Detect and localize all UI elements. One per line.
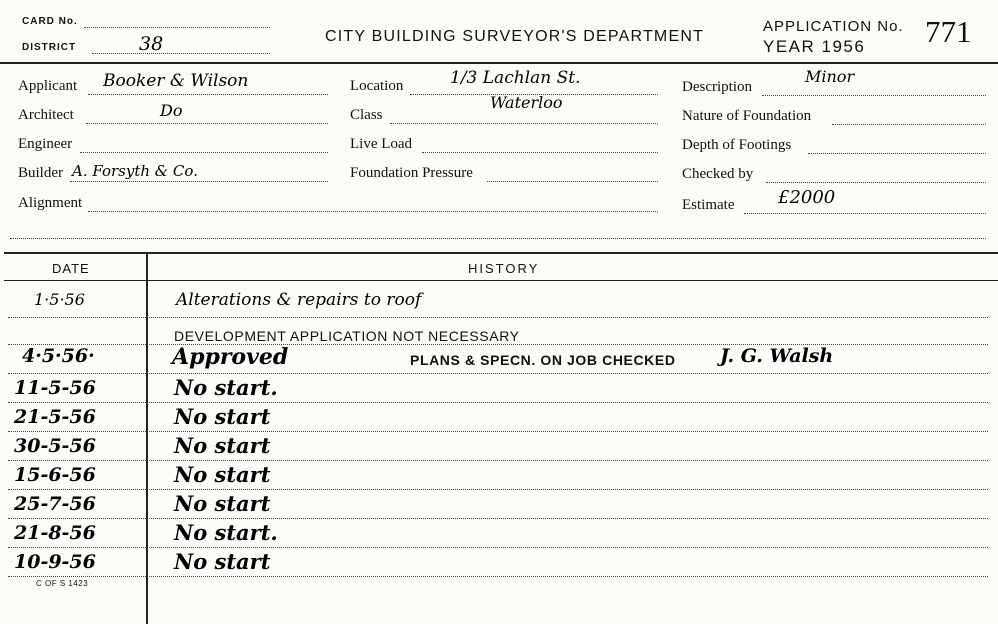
history-date: 15-6-56: [14, 464, 96, 486]
date-header: DATE: [52, 261, 90, 276]
history-row-line: [8, 402, 988, 403]
foundation-pressure-line: [487, 181, 658, 182]
alignment-label: Alignment: [18, 195, 83, 211]
history-entry: No start.: [174, 520, 278, 545]
foundation-pressure-label: Foundation Pressure: [350, 165, 473, 181]
location-label: Location: [350, 78, 404, 94]
engineer-label: Engineer: [18, 136, 73, 152]
plans-checked-stamp: PLANS & SPECN. ON JOB CHECKED: [410, 352, 676, 368]
district-line: [92, 53, 270, 54]
architect-label: Architect: [18, 107, 74, 123]
description-line: [762, 95, 986, 96]
checked-by-line: [766, 182, 986, 183]
depth-of-footings-line: [808, 153, 986, 154]
depth-of-footings-label: Depth of Footings: [682, 137, 792, 153]
applicant-label: Applicant: [18, 78, 78, 94]
applicant-line: [88, 94, 328, 95]
history-date: 4·5·56·: [22, 345, 95, 367]
district-value: 38: [139, 33, 164, 55]
architect-value: Do: [160, 101, 183, 120]
nature-of-foundation-label: Nature of Foundation: [682, 108, 812, 124]
live-load-label: Live Load: [350, 136, 413, 152]
description-value: Minor: [805, 67, 855, 86]
history-entry: No start: [174, 462, 271, 487]
history-date: 10-9-56: [14, 551, 96, 573]
history-date: 21-5-56: [14, 406, 96, 428]
district-label: DISTRICT: [22, 42, 77, 53]
application-no-label: APPLICATION No.: [763, 18, 904, 35]
year-label: YEAR 1956: [763, 37, 866, 56]
estimate-line: [744, 213, 986, 214]
history-entry: No start: [174, 433, 271, 458]
development-stamp: DEVELOPMENT APPLICATION NOT NECESSARY: [174, 328, 520, 344]
history-entry: Approved: [172, 344, 289, 370]
history-row-line: [8, 547, 988, 548]
estimate-label: Estimate: [682, 197, 735, 213]
estimate-value: £2000: [778, 187, 836, 208]
class-value: Waterloo: [490, 93, 563, 112]
form-code: C OF S 1423: [36, 579, 89, 588]
history-date: 11-5-56: [14, 377, 96, 399]
history-entry: No start: [174, 404, 271, 429]
history-row-line: [8, 431, 988, 432]
history-date: 30-5-56: [14, 435, 96, 457]
checked-signature: J. G. Walsh: [720, 345, 834, 367]
live-load-line: [422, 152, 658, 153]
history-entry: No start: [174, 549, 271, 574]
builder-value: A. Forsyth & Co.: [72, 162, 198, 180]
history-entry: No start.: [174, 375, 278, 400]
history-date: 25-7-56: [14, 493, 96, 515]
history-entry: Alterations & repairs to roof: [176, 290, 422, 310]
location-value: 1/3 Lachlan St.: [450, 68, 581, 88]
department-title: CITY BUILDING SURVEYOR'S DEPARTMENT: [325, 28, 705, 45]
history-date: 21-8-56: [14, 522, 96, 544]
header-divider: [0, 62, 998, 64]
engineer-line: [80, 152, 328, 153]
class-label: Class: [350, 107, 383, 123]
spare-line: [10, 238, 986, 239]
builder-line: [70, 181, 328, 182]
alignment-line: [88, 211, 658, 212]
nature-of-foundation-line: [832, 124, 986, 125]
history-entry: No start: [174, 491, 271, 516]
card-no-line: [84, 27, 270, 28]
checked-by-label: Checked by: [682, 166, 754, 182]
history-date: 1·5·56: [34, 290, 85, 309]
history-row-line: [8, 460, 988, 461]
history-top-rule: [4, 252, 998, 254]
history-header: HISTORY: [468, 261, 540, 276]
card-no-label: CARD No.: [22, 16, 78, 27]
history-row-line: [8, 576, 988, 577]
history-row-line: [8, 373, 988, 374]
application-number: 771: [925, 14, 972, 49]
history-row-line: [8, 489, 988, 490]
applicant-value: Booker & Wilson: [103, 71, 249, 91]
description-label: Description: [682, 79, 752, 95]
architect-line: [86, 123, 328, 124]
history-row-line: [8, 518, 988, 519]
history-row-line: [8, 344, 988, 345]
class-line: [390, 123, 658, 124]
history-row-line: [8, 317, 988, 318]
builder-label: Builder: [18, 165, 63, 181]
history-header-rule: [4, 280, 998, 281]
date-column-divider: [146, 254, 148, 624]
